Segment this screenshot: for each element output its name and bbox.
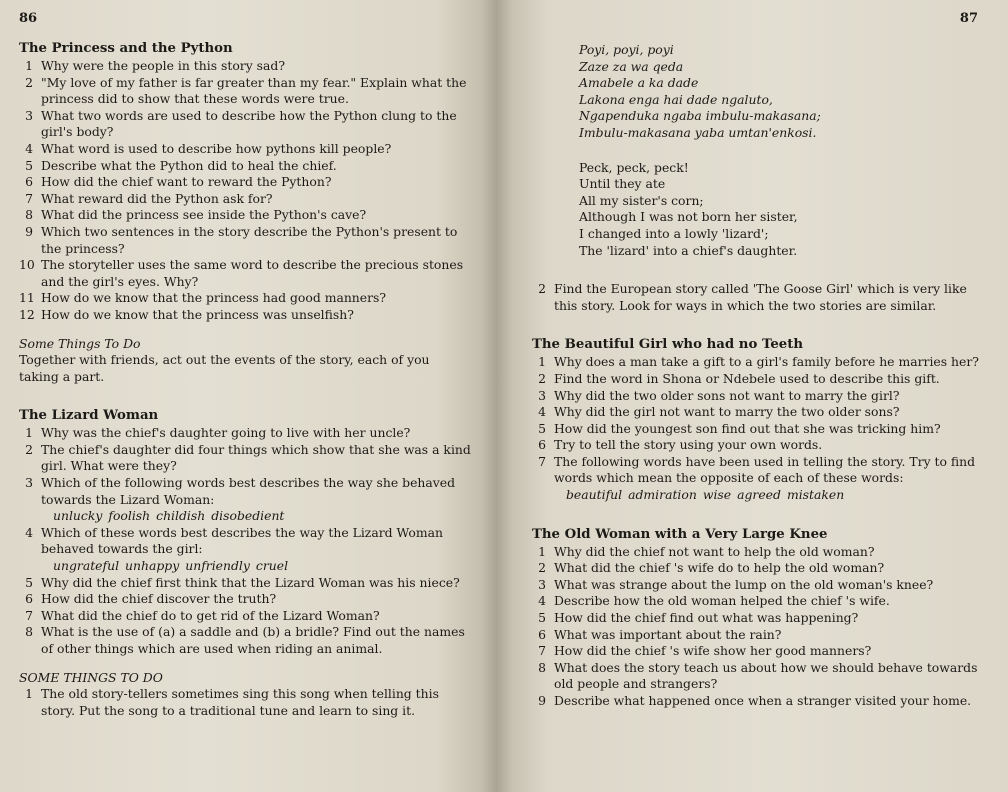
question-item: 2 What did the chief 's wife do to help the old woman? [538, 560, 885, 576]
question-item: 3 What two words are used to describe how the Python clung to the girl's body? [25, 107, 457, 140]
question-item: 4 Why did the girl not want to marry the two older sons? [538, 404, 900, 420]
question-item: 8 What did the princess see inside the Python's cave? [25, 207, 367, 223]
word-list: unlucky foolish childish disobedient [53, 508, 285, 524]
things-to-do-text: Together with friends, act out the events of the story, each of you taking a part. [19, 352, 430, 384]
question-item: 7 The following words have been used in telling the story. Try to find words which mean the opposite of each of these words: [538, 453, 976, 486]
question-item: 4 What word is used to describe how pythons kill people? [25, 140, 392, 156]
question-item: 2 "My love of my father is far greater than my fear." Explain what the princess did to show that these words were true. [25, 74, 467, 107]
lizard-questions [19, 425, 471, 657]
question-item: 6 How did the chief discover the truth? [25, 591, 277, 607]
question-item: 5 Why did the chief first think that the Lizard Woman was his niece? [25, 574, 460, 590]
right-column [532, 42, 982, 710]
question-item: 11 How do we know that the princess had good manners? [19, 290, 387, 306]
question-item: 8 What is the use of (a) a saddle and (b) a bridle? Find out the names of other things which are used when riding an animal. [25, 624, 465, 656]
question-item: 1 Why did the chief not want to help the old woman? [538, 543, 875, 559]
lizard-things-to-do [19, 686, 471, 719]
old-woman-questions [532, 544, 982, 710]
question-item: 6 How did the chief want to reward the Python? [25, 174, 332, 190]
page-number-right: 87 [959, 11, 978, 26]
question-item: 1 Why does a man take a gift to a girl's family before he marries her? [538, 354, 979, 370]
question-item: 12 How do we know that the princess was unselfish? [19, 306, 354, 322]
todo-item: 1 The old story-tellers sometimes sing this song when telling this story. Put the song to a traditional tune and learn to sing it. [25, 686, 439, 718]
question-item: 9 Describe what happened once when a stranger visited your home. [538, 693, 972, 708]
question-item: 8 What does the story teach us about how we should behave towards old people and strangers? [538, 659, 978, 692]
beautiful-girl-questions [532, 354, 982, 503]
section-title-lizard: The Lizard Woman [19, 408, 159, 424]
question-item: 5 How did the youngest son find out that she was tricking him? [538, 420, 941, 436]
lizard-things-to-do-continued [532, 281, 982, 314]
question-item: 5 How did the chief find out what was happening? [538, 610, 859, 626]
question-item: 3 What was strange about the lump on the old woman's knee? [538, 576, 934, 592]
question-item: 7 How did the chief 's wife show her good manners? [538, 643, 872, 659]
question-item: 4 Which of these words best describes the way the Lizard Woman behaved towards the girl: [25, 524, 443, 557]
page-number-left: 86 [19, 11, 38, 26]
question-item: 9 Which two sentences in the story describe the Python's present to the princess? [25, 223, 458, 256]
word-list: ungrateful unhappy unfriendly cruel [53, 558, 289, 574]
word-list: beautiful admiration wise agreed mistaken [566, 487, 845, 503]
question-item: 6 Try to tell the story using your own words. [538, 437, 823, 453]
question-item: 10 The storyteller uses the same word to describe the precious stones and the girl's eyes. Why? [19, 257, 464, 289]
question-item: 1 Why was the chief's daughter going to live with her uncle? [25, 425, 411, 441]
question-item: 3 Why did the two older sons not want to marry the girl? [538, 387, 900, 403]
question-item: 2 Find the word in Shona or Ndebele used to describe this gift. [538, 370, 940, 386]
question-item: 1 Why were the people in this story sad? [25, 58, 285, 73]
section-title-beautiful-girl: The Beautiful Girl who had no Teeth [532, 337, 804, 353]
question-item: 2 The chief's daughter did four things which show that she was a kind girl. What were they? [25, 441, 471, 474]
right-page [496, 0, 1008, 792]
song-native-verse: Poyi, poyi, poyi Zaze za wa qeda Amabele a ka dade Lakona enga hai dade ngaluto, Ngapenduka ngaba imbulu-makasana; Imbulu-makasana yaba umtan'enkosi. [579, 42, 821, 140]
left-column [19, 40, 471, 719]
things-to-do-heading: SOME THINGS TO DO [19, 669, 163, 685]
left-page [0, 0, 496, 792]
princess-questions [19, 58, 471, 324]
section-title-princess: The Princess and the Python [19, 41, 233, 56]
question-item: 7 What did the chief do to get rid of the Lizard Woman? [25, 607, 380, 623]
things-to-do-heading: Some Things To Do [19, 335, 141, 351]
section-title-old-woman: The Old Woman with a Very Large Knee [532, 526, 828, 542]
todo-item: 2 Find the European story called 'The Goose Girl' which is very like this story. Look for ways in which the two stories are similar. [538, 281, 967, 313]
question-item: 3 Which of the following words best describes the way she behaved towards the Lizard Woman: [25, 475, 456, 507]
song-english-verse: Peck, peck, peck! Until they ate All my sister's corn; Although I was not born her sister, I changed into a lowly 'lizard'; The 'lizard' into a chief's daughter. [579, 159, 798, 258]
question-item: 5 Describe what the Python did to heal the chief. [25, 157, 337, 173]
question-item: 7 What reward did the Python ask for? [25, 190, 273, 206]
question-item: 4 Describe how the old woman helped the chief 's wife. [538, 593, 890, 609]
question-item: 6 What was important about the rain? [538, 626, 782, 642]
